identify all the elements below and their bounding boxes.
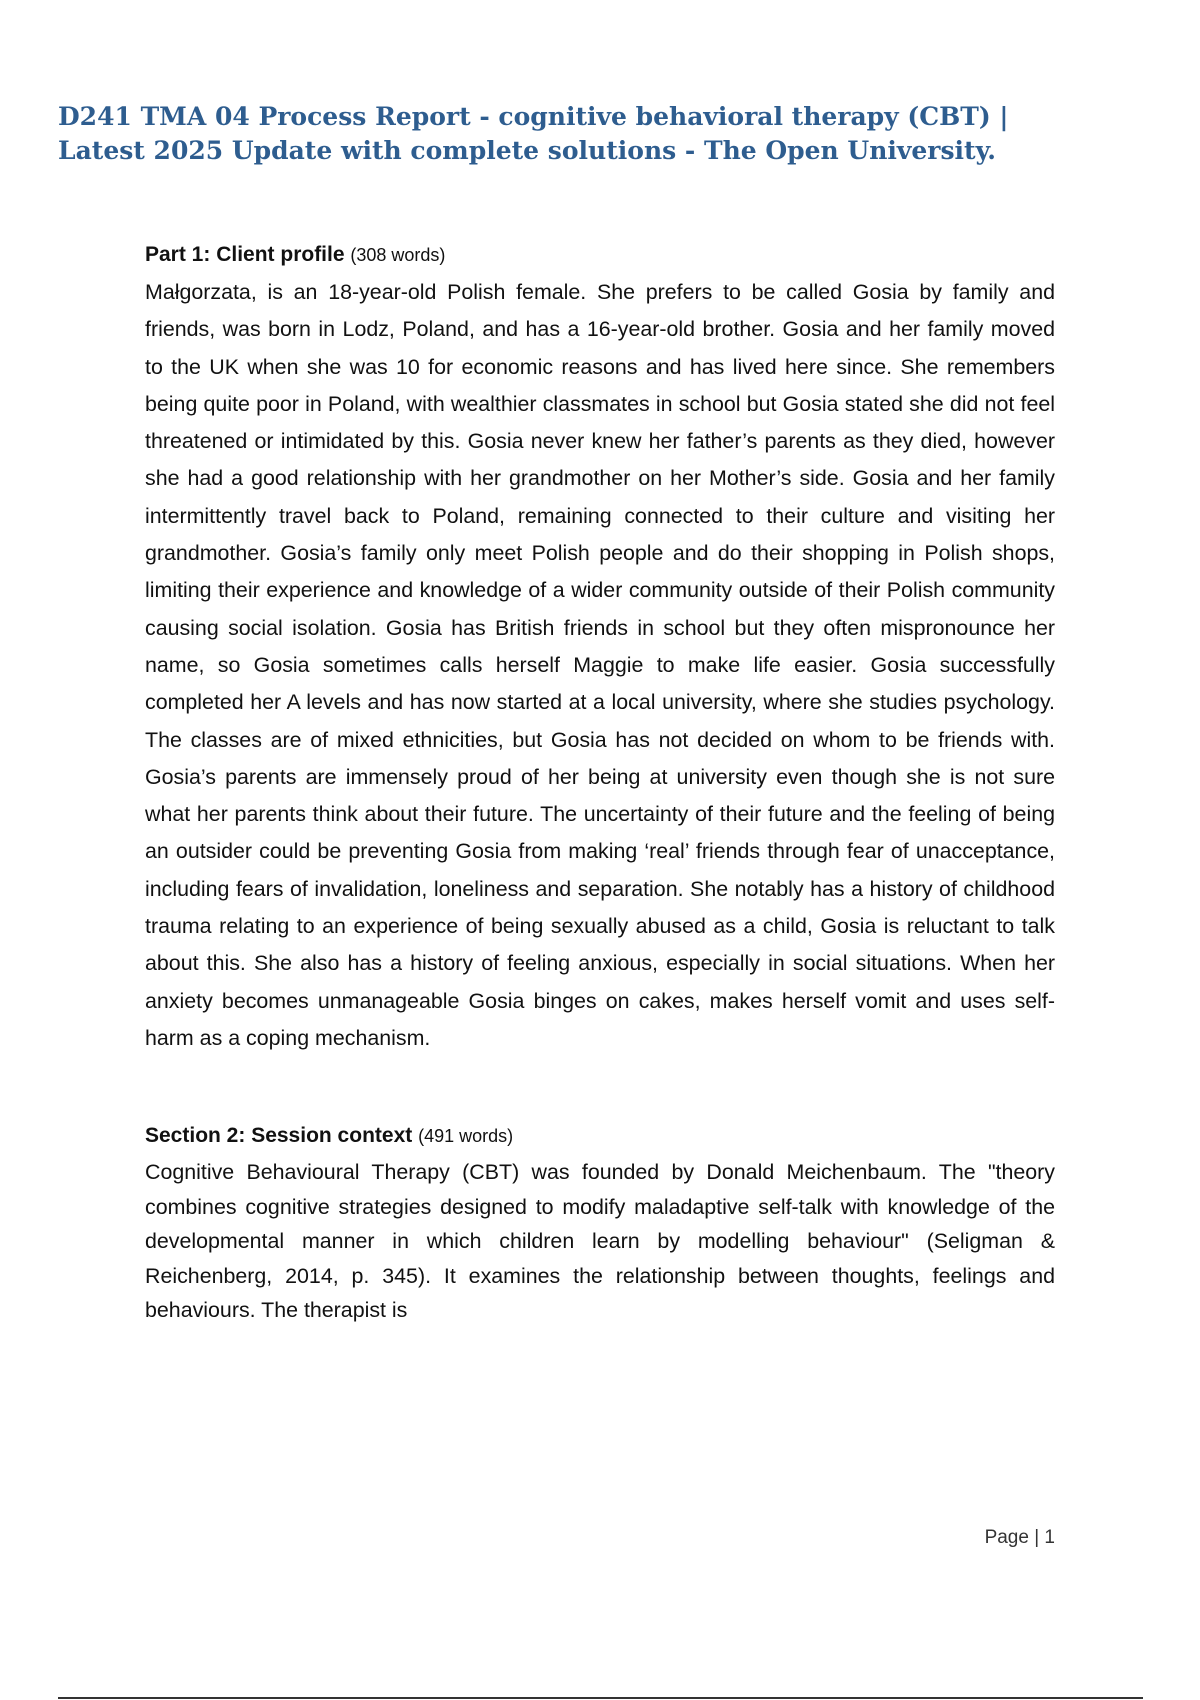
section-client-profile	[145, 240, 1055, 1057]
section-heading-label: Part 1: Client profile	[145, 243, 345, 266]
section-session-context	[145, 1121, 1055, 1328]
footer-divider	[58, 1697, 1143, 1699]
section-heading	[145, 1121, 1055, 1151]
page-number: Page | 1	[984, 1527, 1055, 1548]
document-title: D241 TMA 04 Process Report - cognitive behavioral therapy (CBT) | Latest 2025 Update with complete solutions - The Open University.	[58, 102, 1009, 165]
section-heading-label: Section 2: Session context	[145, 1124, 413, 1148]
section-word-count: (491 words)	[418, 1126, 514, 1147]
section-heading	[145, 240, 1055, 270]
section-word-count: (308 words)	[350, 245, 446, 265]
section-paragraph: Małgorzata, is an 18-year-old Polish female. She prefers to be called Gosia by family and friends, was born in Lodz, Poland, and has a 16-year-old brother. Gosia and her family moved to the UK when she was 10 for economic reasons and has lived here since. She remembers being quite poor in Poland, with wealthier classmates in school but Gosia stated she did not feel threatened or intimidated by this. Gosia never knew her father’s parents as they died, however she had a good relationship with her grandmother on her Mother’s side. Gosia and her family intermittently travel back to Poland, remaining connected to their culture and visiting her grandmother. Gosia’s family only meet Polish people and do their shopping in Polish shops, limiting their experience and knowledge of a wider community outside of their Polish community causing social isolation. Gosia has British friends in school but they often mispronounce her name, so Gosia sometimes calls herself Maggie to make life easier. Gosia successfully completed her A levels and has now started at a local university, where she studies psychology. The classes are of mixed ethnicities, but Gosia has not decided on whom to be friends with. Gosia’s parents are immensely proud of her being at university even though she is not sure what her parents think about their future. The uncertainty of their future and the feeling of being an outsider could be preventing Gosia from making ‘real’ friends through fear of unacceptance, including fears of invalidation, loneliness and separation. She notably has a history of childhood trauma relating to an experience of being sexually abused as a child, Gosia is reluctant to talk about this. She also has a history of feeling anxious, especially in social situations. When her anxiety becomes unmanageable Gosia binges on cakes, makes herself vomit and uses self-harm as a coping mechanism.	[145, 280, 1055, 1050]
document-body	[145, 240, 1055, 1328]
section-paragraph: Cognitive Behavioural Therapy (CBT) was founded by Donald Meichenbaum. The "theory combines cognitive strategies designed to modify maladaptive self-talk with knowledge of the developmental manner in which children learn by modelling behaviour" (Seligman & Reichenberg, 2014, p. 345). It examines the relationship between thoughts, feelings and behaviours. The therapist is	[145, 1160, 1055, 1323]
